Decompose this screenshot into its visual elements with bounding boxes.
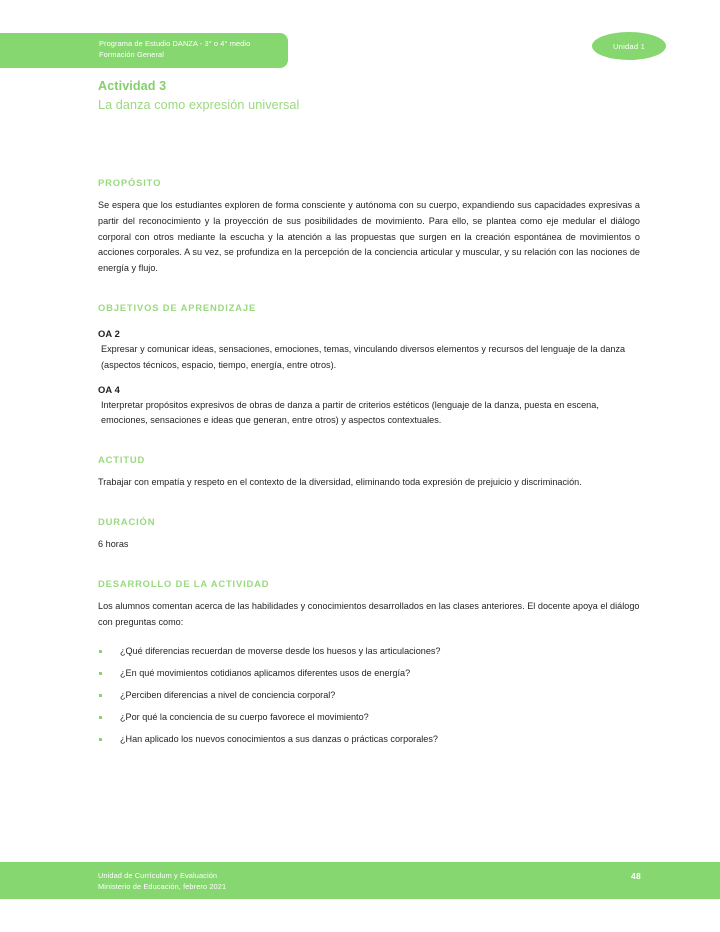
proposito-text: Se espera que los estudiantes exploren de forma consciente y autónoma con su cuerpo, expandiendo sus capacidades expresivas a partir del reconocimiento y la proyección de sus posibilidades de movimiento. Para ello, se plantea como eje medular el diálogo corporal con otros mediante la escucha y la atención a las propuestas que surgen en la creación espontánea de movimientos o acciones corporales. A su vez, se profundiza en la percepción de la conciencia articular y muscular, y su relación con las nociones de energía y flujo. — [98, 200, 640, 274]
section-heading-desarrollo: DESARROLLO DE LA ACTIVIDAD — [98, 577, 270, 589]
program-line-1: Programa de Estudio DANZA - 3° o 4° medio — [99, 39, 251, 48]
list-item — [98, 732, 640, 748]
activity-label: Actividad 3 — [98, 79, 167, 93]
section-heading-proposito: PROPÓSITO — [98, 177, 162, 188]
list-item — [98, 666, 640, 682]
footer-text — [98, 870, 226, 892]
actitud-text: Trabajar con empatía y respeto en el contexto de la diversidad, eliminando toda expresión de prejuicio y discriminación. — [98, 477, 582, 488]
oa-text-4: Interpretar propósitos expresivos de obras de danza a partir de criterios estéticos (lenguaje de la danza, puesta en escena, emociones, sensaciones e ideas que generan, entre otros) y aspectos contextuales. — [101, 399, 599, 426]
footer-line-2: Ministerio de Educación, febrero 2021 — [98, 882, 227, 891]
oa-text-2: Expresar y comunicar ideas, sensaciones, emociones, temas, vinculando diversos elementos y recursos del lenguaje de la danza (aspectos técnicos, espacio, tiempo, energía, entre otros). — [101, 343, 626, 370]
unit-badge-label: Unidad 1 — [613, 41, 645, 51]
unit-badge — [592, 32, 666, 60]
section-heading-duracion: DURACIÓN — [98, 515, 156, 527]
oa-code-2: OA 2 — [98, 327, 120, 339]
header-program-band — [0, 33, 288, 68]
oa-code-4: OA 4 — [98, 383, 120, 395]
section-heading-objetivos: OBJETIVOS DE APRENDIZAJE — [98, 301, 257, 313]
question-text: ¿Qué diferencias recuerdan de moverse desde los huesos y las articulaciones? — [120, 646, 441, 657]
square-bullet-icon — [99, 650, 102, 653]
footer-line-1: Unidad de Currículum y Evaluación — [98, 871, 218, 880]
list-item — [98, 710, 640, 726]
question-text: ¿En qué movimientos cotidianos aplicamos diferentes usos de energía? — [120, 668, 411, 679]
list-item — [98, 644, 640, 660]
duracion-text: 6 horas — [98, 538, 129, 549]
section-heading-actitud: ACTITUD — [98, 454, 146, 466]
activity-title: La danza como expresión universal — [98, 98, 300, 112]
footer-band — [0, 862, 720, 899]
desarrollo-intro: Los alumnos comentan acerca de las habilidades y conocimientos desarrollados en las clases anteriores. El docente apoya el diálogo con preguntas como: — [98, 600, 640, 627]
square-bullet-icon — [99, 694, 102, 697]
program-line-2: Formación General — [99, 50, 164, 59]
square-bullet-icon — [99, 716, 102, 719]
question-text: ¿Han aplicado los nuevos conocimientos a sus danzas o prácticas corporales? — [120, 734, 438, 745]
question-text: ¿Por qué la conciencia de su cuerpo favorece el movimiento? — [120, 712, 369, 723]
square-bullet-icon — [99, 672, 102, 675]
question-list — [98, 644, 640, 748]
square-bullet-icon — [99, 738, 102, 741]
document-content — [98, 78, 640, 754]
list-item — [98, 688, 640, 704]
page-number: 48 — [631, 871, 641, 881]
question-text: ¿Perciben diferencias a nivel de conciencia corporal? — [120, 690, 336, 701]
